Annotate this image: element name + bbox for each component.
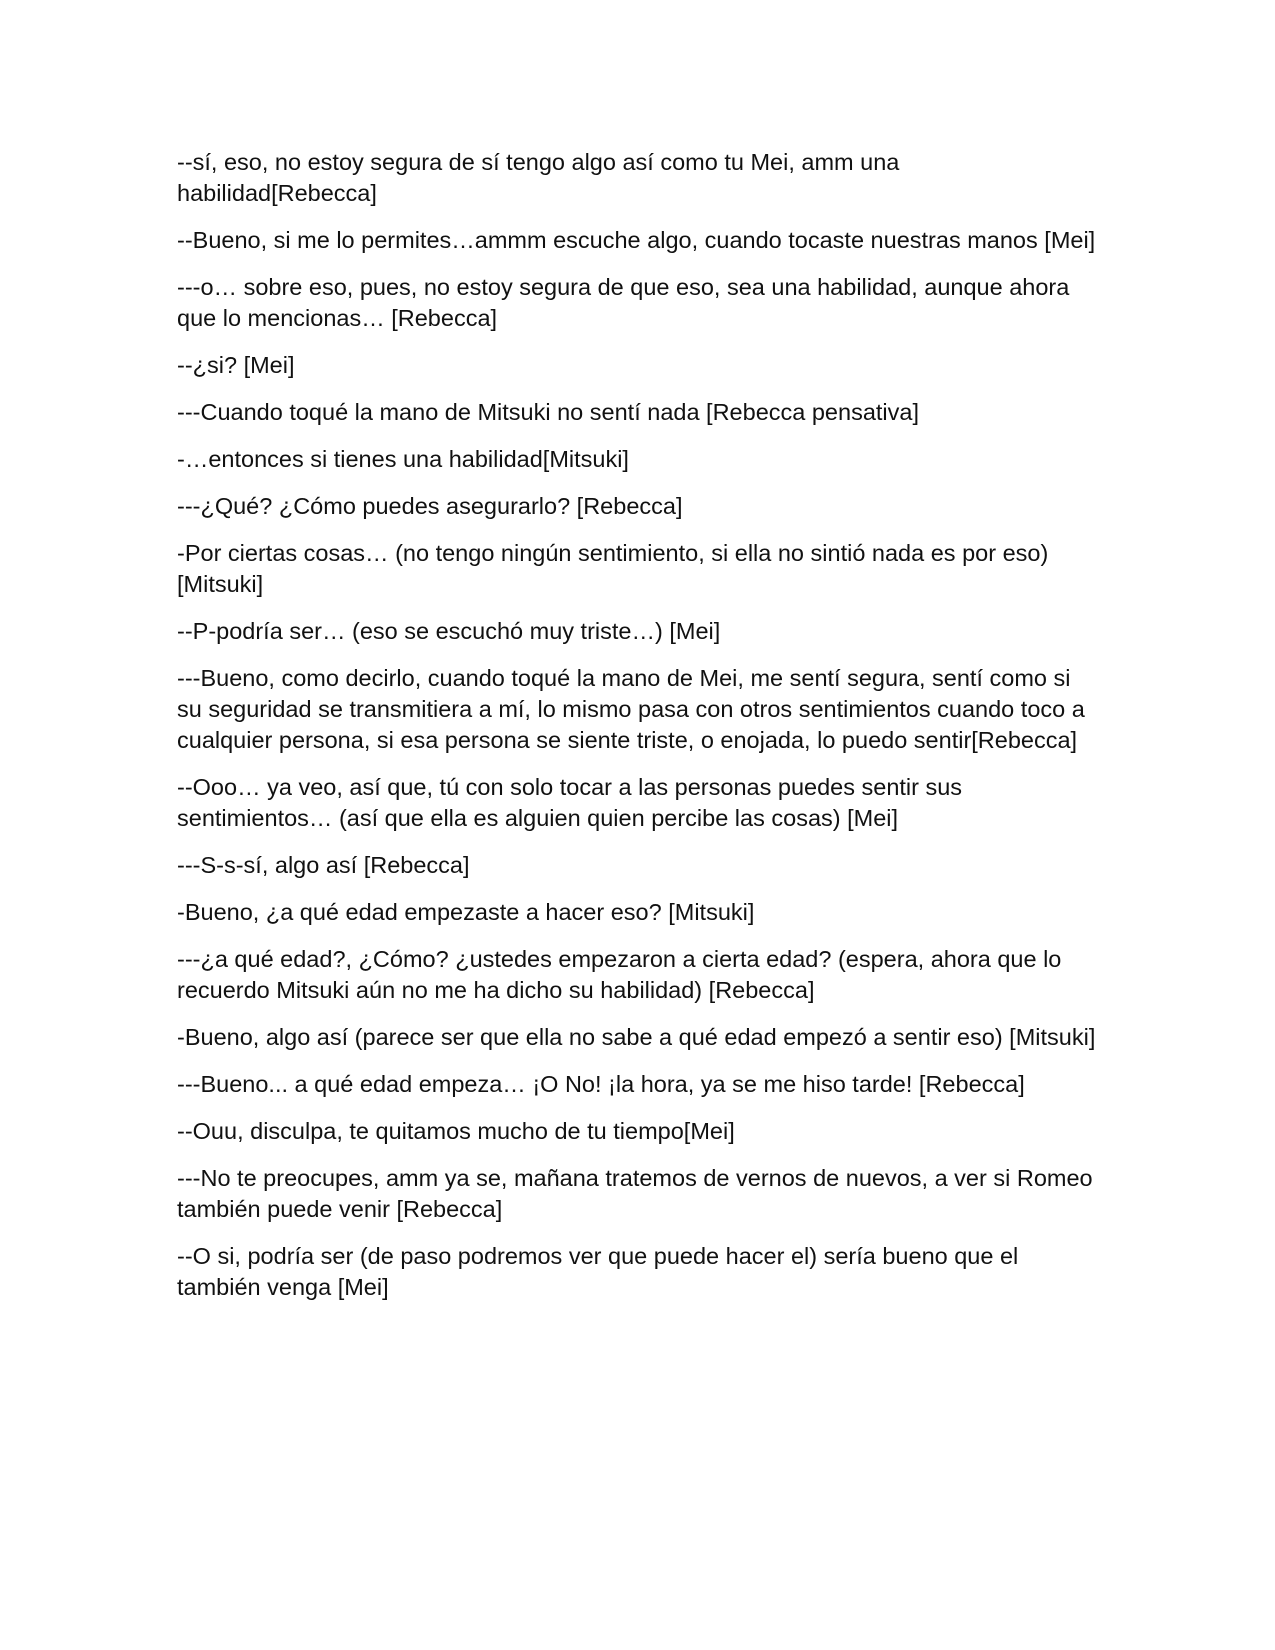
dialogue-line: ---S-s-sí, algo así [Rebecca] [177,852,470,878]
dialogue-line: ---¿Qué? ¿Cómo puedes asegurarlo? [Rebecca] [177,493,683,519]
dialogue-line: -Por ciertas cosas… (no tengo ningún sentimiento, si ella no sintió nada es por eso) [Mitsuki] [177,540,1049,597]
dialogue-line: --Bueno, si me lo permites…ammm escuche algo, cuando tocaste nuestras manos [Mei] [177,227,1096,253]
dialogue-line: --Ouu, disculpa, te quitamos mucho de tu tiempo[Mei] [177,1118,735,1144]
dialogue-line: ---Bueno, como decirlo, cuando toqué la mano de Mei, me sentí segura, sentí como si su seguridad se transmitiera a mí, lo mismo pasa con otros sentimientos cuando toco a cualquier persona, si esa persona se siente triste, o enojada, lo puedo sentir[Rebecca] [177,665,1085,753]
dialogue-line: --¿si? [Mei] [177,352,295,378]
dialogue-line: --Ooo… ya veo, así que, tú con solo tocar a las personas puedes sentir sus sentimientos… (así que ella es alguien quien percibe las cosas) [Mei] [177,774,963,831]
dialogue-line: ---o… sobre eso, pues, no estoy segura de que eso, sea una habilidad, aunque ahora que lo mencionas… [Rebecca] [177,274,1070,331]
dialogue-line: ---Bueno... a qué edad empeza… ¡O No! ¡la hora, ya se me hiso tarde! [Rebecca] [177,1071,1025,1097]
dialogue-line: -Bueno, ¿a qué edad empezaste a hacer eso? [Mitsuki] [177,899,755,925]
dialogue-line: ---¿a qué edad?, ¿Cómo? ¿ustedes empezaron a cierta edad? (espera, ahora que lo recuerdo Mitsuki aún no me ha dicho su habilidad) [Rebecca] [177,946,1062,1003]
dialogue-line: -Bueno, algo así (parece ser que ella no sabe a qué edad empezó a sentir eso) [Mitsuki] [177,1024,1096,1050]
dialogue-line: --P-podría ser… (eso se escuchó muy triste…) [Mei] [177,618,721,644]
dialogue-line: ---Cuando toqué la mano de Mitsuki no sentí nada [Rebecca pensativa] [177,399,919,425]
dialogue-line: ---No te preocupes, amm ya se, mañana tratemos de vernos de nuevos, a ver si Romeo también puede venir [Rebecca] [177,1165,1093,1222]
dialogue-line: -…entonces si tienes una habilidad[Mitsuki] [177,446,629,472]
dialogue-line: --O si, podría ser (de paso podremos ver que puede hacer el) sería bueno que el también venga [Mei] [177,1243,1019,1300]
dialogue-line: --sí, eso, no estoy segura de sí tengo algo así como tu Mei, amm una habilidad[Rebecca] [177,149,900,206]
document-body [177,147,1097,1319]
